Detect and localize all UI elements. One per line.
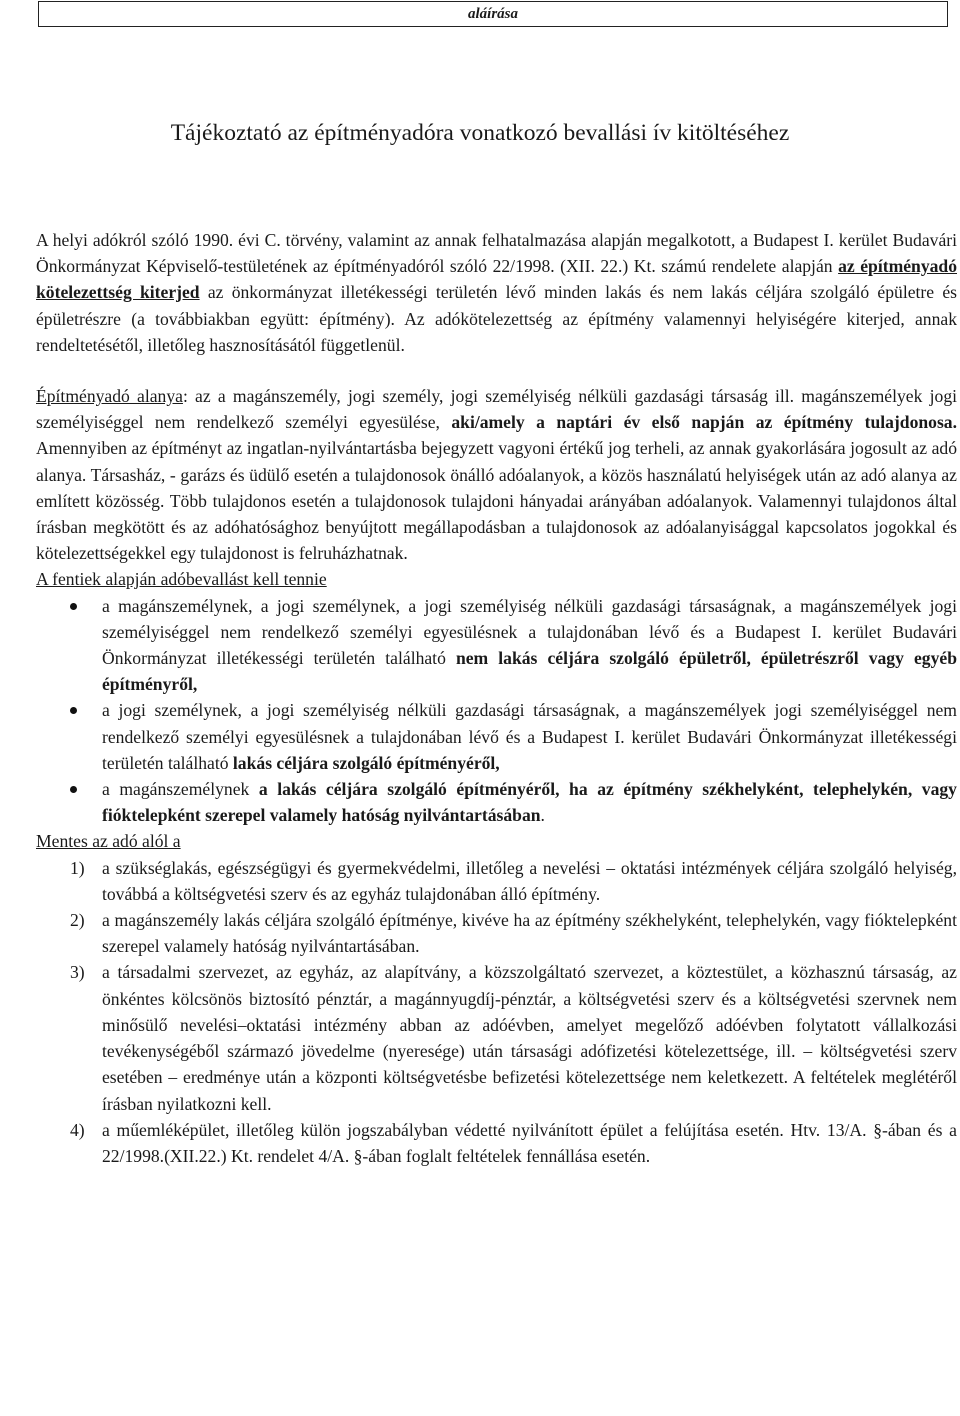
filing-item-text: a magánszemélynek <box>102 779 259 800</box>
subject-text-1: : az a magánszemély, jogi személy, jogi személyiség nélküli gazdasági társaság ill. magánszemélyek jogi személyiséggel nem rendelkező személyi egyesülése, <box>36 386 957 433</box>
exempt-item-number: 1) <box>70 857 85 878</box>
intro-text-1: A helyi adókról szóló 1990. évi C. törvény, valamint az annak felhatalmazása alapján megalkotott, a Budapest I. kerület Budavári Önkormányzat Képviselő-testületének az építményadóról szóló 22/1998. (XII. 22.) Kt. számú rendelete alapján <box>36 230 957 277</box>
exempt-item-number: 3) <box>70 962 85 983</box>
exempt-heading: Mentes az adó alól a <box>36 831 181 852</box>
exempt-item-number: 2) <box>70 910 85 931</box>
exempt-item-text: a szükséglakás, egészségügyi és gyermekvédelmi, illetőleg a nevelési – oktatási intézmények céljára szolgáló helyiség, továbbá a költségvetési szerv és az egyház tulajdonában álló építmény. <box>102 857 957 904</box>
subject-heading: Építményadó alanya <box>36 386 183 407</box>
intro-underlined: az építményadó kötelezettség kiterjed <box>36 256 957 303</box>
page-title: Tájékoztató az építményadóra vonatkozó bevallási ív kitöltéséhez <box>170 120 790 146</box>
exempt-item <box>36 855 957 907</box>
filing-item <box>36 697 957 776</box>
filing-item-bold: lakás céljára szolgáló építményéről, <box>232 752 500 773</box>
signature-label: aláírása <box>467 6 518 22</box>
filing-item-bold: a lakás céljára szolgáló építményéről, ha az építmény székhelyként, telephelykén, vagy fióktelepként szerepel valamely hatóság nyilvántartásában <box>102 779 957 826</box>
intro-paragraph <box>36 227 957 358</box>
exempt-item <box>36 1117 957 1169</box>
exempt-item <box>36 959 957 1116</box>
filing-item-text: a jogi személynek, a jogi személyiség nélküli gazdasági társaságnak, a magánszemélyek jogi személyiséggel nem rendelkező személyi egyesülésnek a tulajdonában lévő és a Budapest I. kerület Budavári Önkormányzat illetékességi területén található <box>102 700 957 773</box>
signature-box <box>38 1 948 27</box>
exempt-list <box>36 855 957 1169</box>
filing-item-bold: nem lakás céljára szolgáló épületről, épületrészről vagy egyéb építményről, <box>102 648 957 695</box>
document-body <box>36 227 957 1169</box>
filing-item <box>36 593 957 698</box>
exempt-item-text: a magánszemély lakás céljára szolgáló építménye, kivéve ha az építmény székhelyként, telephelykén, vagy fióktelepként szerepel valamely hatóság nyilvántartásában. <box>102 910 957 957</box>
intro-text-2: az önkormányzat illetékességi területén lévő minden lakás és nem lakás céljára szolgáló épületre és épületrészre (a továbbiakban együtt: építmény). Az adókötelezettség az építmény valamennyi helyiségére kiterjed, annak rendeltetésétől, illetőleg hasznosításától függetlenül. <box>36 282 957 355</box>
filing-item-text: a magánszemélynek, a jogi személynek, a jogi személyiség nélküli gazdasági társaságnak, a magánszemélyek jogi személyiséggel nem rendelkező személyi egyesülésnek a tulajdonában lévő és a Budapest I. kerület Budavári Önkormányzat illetékességi területén található <box>102 595 957 669</box>
subject-bold: aki/amely a naptári év első napján az építmény tulajdonosa. <box>451 412 957 433</box>
exempt-item <box>36 907 957 959</box>
bullet-icon <box>70 786 77 793</box>
exempt-item-text: a társadalmi szervezet, az egyház, az alapítvány, a közszolgáltató szervezet, a köztestület, a közhasznú társaság, az önkéntes kölcsönös biztosító pénztár, a magánnyugdíj-pénztár, a költségvetési szerv és a költségvetési szervnek nem minősülő nevelési–oktatási intézmény abban az adóévben, amelyet megelőző adóévben folytatott vállalkozási tevékenységéből származó jövedelme (nyeresége) után társasági adófizetési kötelezettsége, ill. – költségvetési szerv esetében – eredménye után a központi költségvetésbe befizetési kötelezettsége nem keletkezett. A feltételek meglétéről írásban nyilatkozni kell. <box>102 962 957 1114</box>
bullet-icon <box>70 603 77 610</box>
subject-paragraph <box>36 383 957 566</box>
filing-heading: A fentiek alapján adóbevallást kell tennie <box>36 569 327 590</box>
bullet-icon <box>70 707 77 714</box>
filing-list <box>36 593 957 829</box>
filing-item <box>36 776 957 828</box>
exempt-item-number: 4) <box>70 1119 85 1140</box>
subject-text-2: Amennyiben az építményt az ingatlan-nyilvántartásba bejegyzett vagyoni értékű jog terheli, az annak gyakorlására jogosult az adó alanya. Társasház, - garázs és üdülő esetén a tulajdonosok önálló adóalanyok, a közös használatú helyiségek után az adó alanya az említett közösség. Több tulajdonos esetén a tulajdonosok tulajdoni hányadai arányában adóalanyok. Valamennyi tulajdonos által írásban megkötött és az adóhatósághoz benyújtott megállapodásban a tulajdonosok az adóalanyisággal kapcsolatos jogokkal és kötelezettségekkel egy tulajdonost is felruházhatnak. <box>36 438 957 564</box>
exempt-item-text: a műemléképület, illetőleg külön jogszabályban védetté nyilvánított épület a felújítása esetén. Htv. 13/A. §-ában és a 22/1998.(XII.22.) Kt. rendelet 4/A. §-ában foglalt feltételek fennállása esetén. <box>102 1119 957 1166</box>
filing-item-tail: . <box>540 805 545 826</box>
